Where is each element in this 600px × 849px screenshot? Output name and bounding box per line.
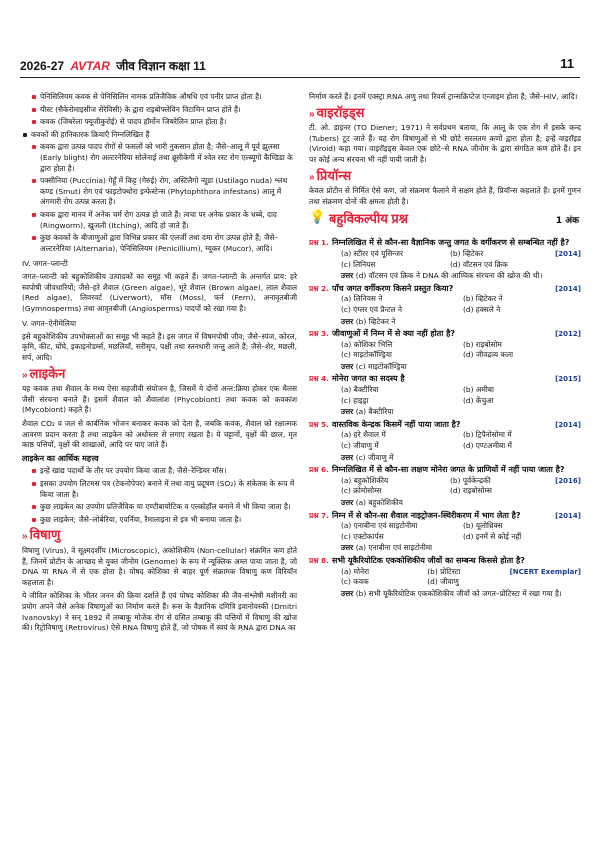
answer-row bbox=[309, 498, 581, 509]
question-text: निम्नलिखित में से कौन-सा वैज्ञानिक जन्तु जगत के वर्गीकरण से सम्बन्धित नहीं है? bbox=[331, 238, 570, 248]
answer-label: उत्तर bbox=[341, 543, 356, 553]
option: (a) बैक्टीरिया bbox=[341, 385, 379, 395]
option: (a) एनाबीना एवं साइटोनीमा bbox=[341, 521, 418, 531]
answer-text: (a) एनाबीना एवं साइटोनीमा bbox=[355, 543, 433, 553]
option: (c) जीवाणु में bbox=[341, 441, 379, 451]
prion-heading bbox=[309, 167, 581, 184]
question-text: जीवाणुओं में निम्न में से क्या नहीं होता है? bbox=[331, 329, 455, 339]
bullet-item: पक्सीनिया (Puccinia) गेहूँ में किट्ट (गेरुई) रोग, अस्टिलैगो न्यूडा (Ustilago nuda) श्लथ कण्ड (Smut) रोग एवं फाइटोफ्थोरा इन्फेस्टेन्स (Phytophthora infestans) आलू में अंगमारी रोग उत्पन्न करता है। bbox=[31, 176, 297, 208]
answer-text: (a) बैक्टीरिया bbox=[355, 407, 394, 417]
option: (d) जीवद्रव्य कला bbox=[463, 350, 514, 360]
option: (a) मोनेरा bbox=[341, 566, 370, 576]
year-badge: [NCERT Exemplar] bbox=[509, 567, 581, 576]
answer-text: (d) वॉटसन एवं क्रिक ने DNA की आण्विक संरचना की खोज की थी। bbox=[355, 271, 543, 281]
option: (b) प्रोटिस्टा bbox=[427, 566, 461, 576]
question-text-row bbox=[309, 329, 581, 340]
option: (b) व्हिटेकर ने bbox=[463, 294, 503, 304]
brand-logo: AVTAR bbox=[70, 59, 110, 73]
animalia-text: इसे बहुकोशिकीय उपभोक्ताओं का समूह भी कहते हैं। इस जगत में विषमपोषी जीव; जैसे–स्पंज, कोरल, कृमि, कीट, घोंघे, इकाइनोडर्म्स, मछलियाँ, सरीसृप, पक्षी तथा स्तनधारी जन्तु आते हैं; जैसे–शेर, मछली, सर्प, आदि। bbox=[22, 331, 297, 363]
animalia-heading: V. जगत–ऐनीमेलिया bbox=[22, 319, 77, 329]
answer-label: उत्तर bbox=[341, 498, 356, 507]
question-item bbox=[309, 238, 581, 281]
question-item bbox=[309, 420, 581, 463]
double-chevron-icon: » bbox=[309, 171, 315, 183]
options-grid bbox=[309, 294, 581, 315]
bullet-item: पेनिसिलियम कवक से पेनिसिलिन नामक प्रतिजैविक औषधि एवं पनीर प्राप्त होता है। bbox=[31, 92, 297, 103]
year-badge: [2015] bbox=[555, 375, 581, 384]
bullet-item: इसका उपयोग लिटमस पत्र (टेकनोपेपर) बनाने में तथा वायु प्रदूषण (SO₂) के संकेतक के रूप में किया जाता है। bbox=[31, 479, 297, 500]
mcq-marks: 1 अंक bbox=[555, 216, 579, 227]
answer-text: (b) व्हिटेकर ने bbox=[355, 316, 396, 326]
answer-row bbox=[309, 362, 581, 373]
option: (a) कोशिका भित्ति bbox=[341, 339, 393, 349]
option: (c) हाइड्रा bbox=[341, 395, 369, 405]
header-title: जीव विज्ञान कक्षा 11 bbox=[116, 59, 206, 73]
options-grid bbox=[309, 340, 581, 361]
bullet-item: इन्हें खाद्य पदार्थों के तौर पर उपयोग किया जाता है; जैसे–रेन्डियर मॉस। bbox=[31, 466, 297, 477]
options-grid bbox=[309, 476, 555, 497]
question-item bbox=[309, 465, 581, 508]
lichen-heading bbox=[22, 365, 297, 382]
question-text-row bbox=[309, 374, 581, 385]
question-list bbox=[309, 238, 581, 599]
year-badge: [2016] bbox=[555, 476, 581, 485]
double-chevron-icon: » bbox=[309, 108, 315, 120]
option: (b) अमीबा bbox=[463, 385, 494, 395]
answer-label: उत्तर bbox=[341, 361, 356, 371]
answer-row bbox=[309, 271, 581, 282]
option: (d) राइबोसोम्स bbox=[450, 486, 492, 496]
option: (d) एण्टअमीबा में bbox=[463, 441, 512, 451]
options-grid bbox=[309, 521, 581, 542]
question-item bbox=[309, 284, 581, 327]
question-text: निम्नलिखित में से कौन-सा लक्षण मोनेरा जगत के प्राणियों में नहीं पाया जाता है? bbox=[331, 465, 565, 475]
option: (b) यूलोथ्रिक्स bbox=[463, 521, 503, 531]
question-number: प्रश्न 5. bbox=[309, 419, 329, 429]
header-year: 2026-27 bbox=[20, 59, 65, 73]
option: (d) हक्सले ने bbox=[463, 304, 501, 314]
lichen-econ-title: लाइकेन का आर्थिक महत्त्व bbox=[22, 453, 99, 463]
year-badge: [2012] bbox=[555, 330, 581, 339]
question-number: प्रश्न 6. bbox=[309, 465, 329, 475]
lightbulb-icon: 💡 bbox=[309, 210, 326, 226]
mcq-title: बहुविकल्पीय प्रश्न bbox=[329, 211, 408, 227]
year-badge: [2014] bbox=[555, 284, 581, 293]
answer-label: उत्तर bbox=[341, 588, 356, 598]
bullet-item: कुछ लाइकेन; जैसे–लोबेरिया, एवर्निया, रैमालाइना से इत्र भी बनाया जाता है। bbox=[31, 515, 297, 526]
answer-text: (c) माइटोकॉण्ड्रिया bbox=[355, 361, 407, 371]
virus-text-2: ये जीवित कोशिका के भीतर जनन की क्रिया दर्शाते हैं एवं पोषद कोशिका की जैव-संश्लेषी मशीनरी का प्रयोग अपने जैसे अनेक विषाणुओं का निर्माण करते हैं। रूस के वैज्ञानिक दमित्रि इवानोवस्की (Dmitri Ivanovsky) ने सन् 1892 में तम्बाकू मोजेक रोग से ग्रसित तम्बाकू की पत्तियों में विषाणु की खोज की। रिट्रोविषाणु (Retrovirus) ऐसे RNA विषाणु होते हैं, जो पोषक में स्वयं के RNA द्वारा DNA का bbox=[22, 591, 297, 633]
question-number: प्रश्न 1. bbox=[309, 238, 329, 248]
question-item bbox=[309, 556, 581, 599]
question-text: सभी यूकैरियोटिक एककोशिकीय जीवों का सम्बन्ध किससे होता है? bbox=[331, 555, 525, 565]
options-grid bbox=[309, 567, 510, 588]
question-text: निम्न में से कौन-सा शैवाल नाइट्रोजन-स्थिरीकरण में भाग लेता है? bbox=[331, 510, 521, 520]
option: (d) जीवाणु bbox=[427, 577, 459, 587]
answer-text: (c) जीवाणु में bbox=[355, 452, 394, 462]
header-title-group bbox=[20, 57, 206, 74]
virus-text: विषाणु (Virus), वे सूक्ष्मदर्शीय (Microscopic), अकोशिकीय (Non-cellular) संक्रमित कण होते हैं, जिनमें प्रोटीन के आच्छद से युक्त जीनोम (Genome) के रूप में न्यूक्लिक अम्ल पाया जाता है, जो DNA या RNA में से एक होता है। पोषद कोशिका से बाहर पूर्ण संक्रामक विषाणु कण विरियॉन कहलाता है। bbox=[22, 545, 297, 587]
prion-heading-label: प्रियॉन्स bbox=[316, 167, 352, 183]
question-number: प्रश्न 4. bbox=[309, 374, 329, 384]
lichen-heading-label: लाइकेन bbox=[29, 365, 66, 381]
options-grid bbox=[309, 249, 555, 270]
continued-text: निर्माण करते हैं। इनमें एक्स्ट्रा RNA अणु तथा रिवर्स ट्रान्सक्रिप्टेज एन्जाइम होता है; जैसे–HIV, आदि। bbox=[309, 92, 578, 101]
lichen-text: यह कवक तथा शैवाल के मध्य ऐसा सहजीवी संयोजन है, जिसमें ये दोनों अन्त:क्रिया होकर एक थैलस जैसी संरचना बनाते हैं। इसमें शैवाल को शैवालांश (Phycobiont) तथा कवक को कवकांश (Mycobiont) कहते हैं। bbox=[22, 384, 297, 415]
right-column bbox=[309, 92, 581, 601]
prion-text: केवल प्रोटीन से निर्मित ऐसे कण, जो संक्रमण फैलाने में सक्षम होते हैं, प्रियॉन्स कहलाते हैं। इनमें गुणन तथा संक्रमण दोनों की क्षमता होती है। bbox=[309, 186, 581, 206]
page-header bbox=[20, 55, 580, 78]
option: (b) व्हिटेकर bbox=[450, 248, 484, 258]
question-text: वास्तविक केन्द्रक किसमें नहीं पाया जाता है? bbox=[331, 419, 461, 429]
year-badge: [2014] bbox=[555, 420, 581, 429]
answer-row bbox=[309, 543, 581, 554]
option: (c) कवक bbox=[341, 577, 369, 587]
question-text: मोनेरा जगत का सदस्य है bbox=[331, 374, 405, 384]
answer-row bbox=[309, 589, 581, 600]
virus-heading bbox=[22, 527, 297, 543]
question-item bbox=[309, 374, 581, 417]
question-item bbox=[309, 329, 581, 372]
option: (c) क्रोमोसोम्स bbox=[341, 486, 382, 496]
plantae-text: जगत–प्लान्टी को बहुकोशिकीय उत्पादकों का समूह भी कहते हैं। जगत–प्लान्टी के अन्तर्गत प्राय: हरे स्वपोषी जीवधारियों; जैसे–हरे शैवाल (Green algae), भूरे शैवाल (Brown algae), लाल शैवाल (Red algae), लिवरवर्ट (Liverwort), मॉस (Moss), फर्न (Fern), अनावृतबीजी (Gymnosperms) तथा आवृतबीजी (Angiosperms) पादपों को रखा गया है। bbox=[22, 271, 297, 313]
answer-label: उत्तर bbox=[341, 316, 356, 326]
double-chevron-icon: » bbox=[22, 369, 28, 381]
question-text-row bbox=[309, 420, 581, 431]
option: (c) एक्टोकार्पस bbox=[341, 531, 384, 541]
option: (d) इनमें से कोई नहीं bbox=[463, 531, 522, 541]
option: (c) लिनियस bbox=[341, 259, 376, 269]
viroid-heading-label: वाइरॉइड्स bbox=[316, 104, 365, 120]
options-grid bbox=[309, 430, 581, 451]
lichen-text-2: शैवाल CO₂ व जल से कार्बनिक भोजन बनाकर कवक को देता है, जबकि कवक, शैवाल को रक्षात्मक आवरण प्रदान करता है तथा लाइकेन को अधोस्तर से लगाए रखता है। ये चट्टानों, वृक्षों की छाल, मृत काष्ठ पत्तियों, वृक्षों की शाखाओं, आदि पर पाए जाते हैं। bbox=[22, 419, 297, 450]
bullet-item: कवक द्वारा उत्पन्न पादप रोगों से फसलों को भारी नुकसान होता है; जैसे–आलू में पूर्व झुलसा (Early blight) रोग अल्टरनेरिया सोलेनाई तथा ब्रूसीकेगी में श्वेत रस्ट रोग एल्ब्यूगो कैण्डिडा के द्वारा होता है। bbox=[31, 142, 297, 174]
answer-row bbox=[309, 407, 581, 418]
answer-label: उत्तर bbox=[341, 271, 356, 281]
left-column bbox=[22, 92, 297, 637]
option: (b) पूर्वकेन्द्रकी bbox=[450, 475, 491, 485]
harmful-title: कवकों की हानिकारक क्रियाएँ निम्नलिखित हैं bbox=[22, 130, 297, 141]
option: (a) स्टीरर एवं यूसिन्जर bbox=[341, 248, 404, 258]
year-badge: [2014] bbox=[555, 511, 581, 520]
bullet-item: कवक (जिबरेला फ्यूजीकुरोई) से पादप हॉर्मोन जिबरेलिन प्राप्त होता है। bbox=[31, 117, 297, 128]
question-text: पाँच जगत वर्गीकरण किसने प्रस्तुत किया? bbox=[331, 283, 454, 293]
mcq-section-header bbox=[309, 210, 581, 233]
option: (b) राइबोसोम bbox=[463, 339, 502, 349]
bullet-item: कुछ कवकों के बीजाणुओं द्वारा विभिन्न प्रकार की एलर्जी तथा दमा रोग उत्पन्न होते हैं; जैसे–अल्टरनेरिया (Alternaria), पेनिसिलियम (Penicillium), म्यूकर (Mucor), आदि। bbox=[31, 233, 297, 254]
question-item bbox=[309, 511, 581, 554]
option: (b) ट्रिपैनोसोमा में bbox=[463, 430, 512, 440]
answer-text: (b) सभी यूकैरियोटिक एककोशिकीय जीवों को जगत–प्रोटिस्टा में रखा गया है। bbox=[355, 588, 562, 598]
double-chevron-icon: » bbox=[22, 531, 28, 543]
bullet-item: कुछ लाइकेन का उपयोग प्रतिजैविक या एण्टीबायोटिक व एल्कोहॉल बनाने में भी किया जाता है। bbox=[31, 502, 297, 513]
year-badge: [2014] bbox=[555, 249, 581, 258]
bullet-item: कवक द्वारा मानव में अनेक चर्म रोग उत्पन्न हो जाते हैं। त्वचा पर अनेक प्रकार के धब्बे, दाद (Ringworm), खुजली (Itching), आदि हो जाते हैं। bbox=[31, 210, 297, 231]
option: (a) बहुकोशिकीय bbox=[341, 475, 389, 485]
viroid-heading bbox=[309, 104, 581, 121]
viroid-text: टी. ओ. डाइनर (TO Diener; 1971) ने सर्वप्रथम बताया, कि आलू के एक रोग में इसके कन्द (Tubers) टूट जाते हैं। यह रोग विषाणुओं से भी छोटे सरलतम कणों द्वारा होता है; इन्हें वाइरॉइड (Viroid) कहा गया। वाइरॉइड्स केवल एक छोटे–से RNA जीनोम के द्वारा संगठित कण होते हैं। इन पर कोई अन्य संरचना भी नहीं पायी जाती है। bbox=[309, 123, 581, 164]
answer-row bbox=[309, 317, 581, 328]
option: (c) माइटोकॉण्ड्रिया bbox=[341, 350, 392, 360]
option: (a) लिनियस ने bbox=[341, 294, 383, 304]
option: (a) हरे शैवाल में bbox=[341, 430, 386, 440]
answer-text: (a) बहुकोशिकीय bbox=[355, 498, 403, 507]
plantae-heading: IV. जगत–प्लान्टी bbox=[22, 259, 68, 269]
bullet-item: यीस्ट (सैकेरोमाइसीज सेरेविसी) के द्वारा राइबोफ्लेविन विटामिन प्राप्त होते हैं। bbox=[31, 105, 297, 116]
answer-row bbox=[309, 453, 581, 464]
options-grid bbox=[309, 385, 581, 406]
page-number: 11 bbox=[560, 56, 574, 71]
option: (d) केंचुआ bbox=[463, 395, 494, 405]
question-text-row bbox=[309, 511, 581, 522]
option: (c) एंग्लर एवं प्रैन्टल ने bbox=[341, 304, 402, 314]
virus-heading-label: विषाणु bbox=[29, 527, 61, 543]
question-text-row bbox=[309, 284, 581, 295]
question-number: प्रश्न 8. bbox=[309, 555, 329, 565]
question-number: प्रश्न 3. bbox=[309, 329, 329, 339]
answer-label: उत्तर bbox=[341, 407, 356, 417]
answer-label: उत्तर bbox=[341, 452, 356, 462]
option: (d) वॉटसन एवं क्रिक bbox=[450, 259, 508, 269]
question-number: प्रश्न 2. bbox=[309, 283, 329, 293]
question-number: प्रश्न 7. bbox=[309, 510, 329, 520]
